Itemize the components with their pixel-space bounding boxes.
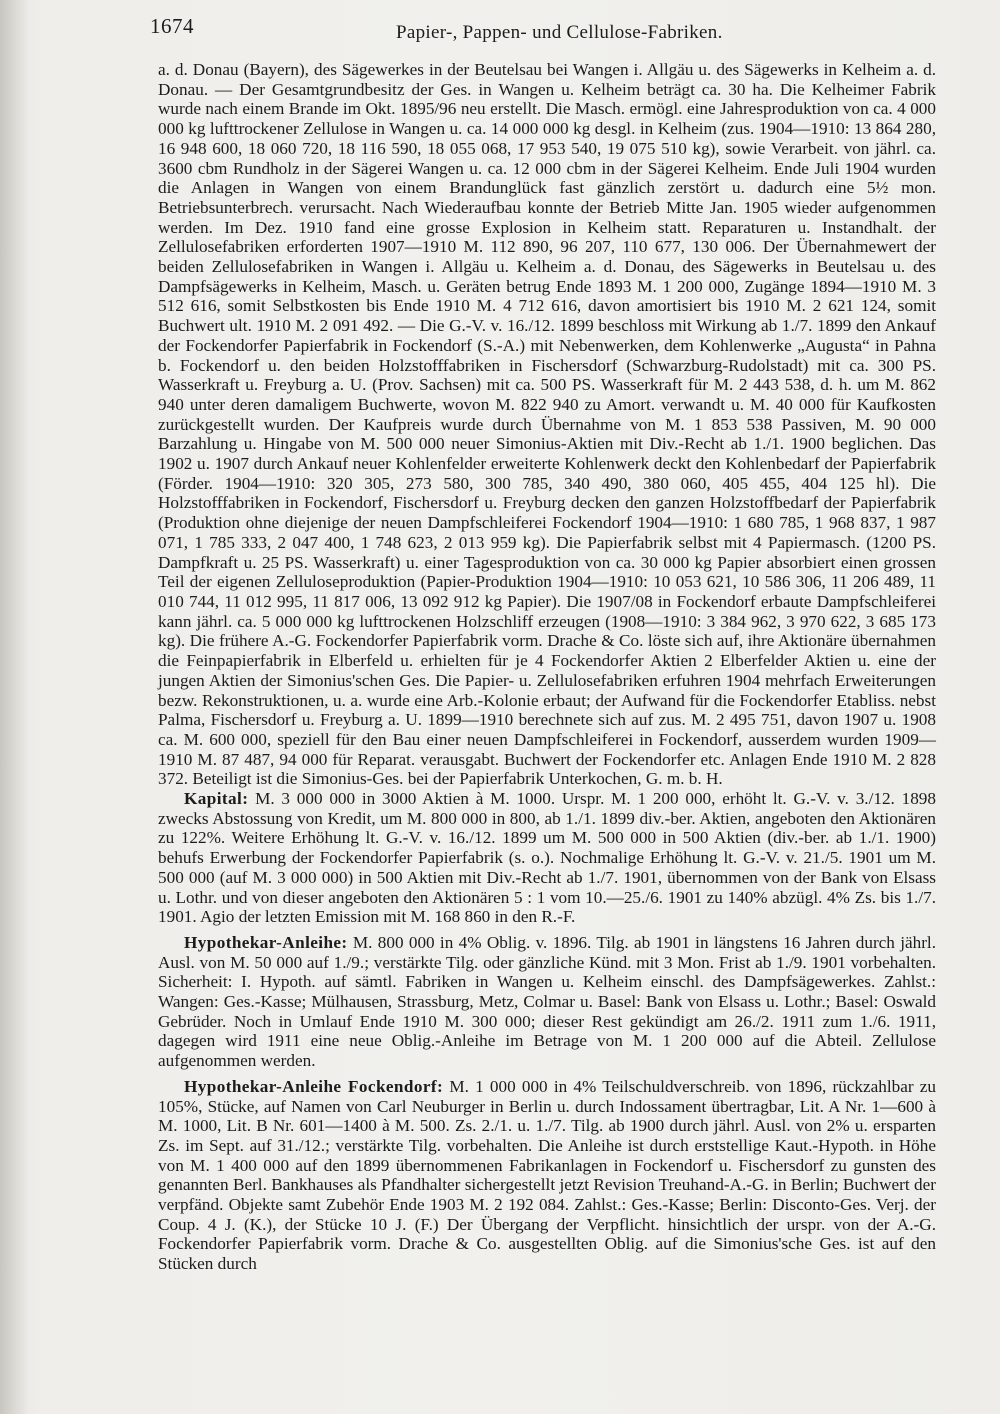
book-gutter-shadow [0, 0, 28, 1414]
paragraph-hypothekar-anleihe-fockendorf [158, 1077, 936, 1274]
section-label-hypothekar-anleihe-fockendorf: Hypothekar-Anleihe Fockendorf: [184, 1076, 444, 1096]
section-label-hypothekar-anleihe: Hypothekar-Anleihe: [184, 932, 348, 952]
paragraph-kapital [158, 789, 936, 927]
paragraph-hypothekar-anleihe [158, 933, 936, 1071]
body-text [158, 60, 936, 1274]
running-title: Papier-, Pappen- und Cellulose-Fabriken. [396, 22, 723, 43]
section-label-kapital: Kapital: [184, 789, 249, 809]
paragraph-company-description [158, 60, 936, 789]
page-number: 1674 [150, 14, 194, 38]
paragraph-text: M. 3 000 000 in 3000 Aktien à M. 1000. Urspr. M. 1 200 000, erhöht lt. G.-V. v. 3./12. 1898 zwecks Abstossung von Kredit, um M. 800 000 in 800, ab 1./1. 1899 div.-ber. Aktien, angeboten den Aktionären zu 122%. Weitere Erhöhung lt. G.-V. v. 16./12. 1899 um M. 500 000 in 500 Aktien (div.-ber. ab 1./1. 1900) behufs Erwerbung der Fockendorfer Papierfabrik (s. o.). Nochmalige Erhöhung lt. G.-V. v. 21./5. 1901 um M. 500 000 (auf M. 3 000 000) in 500 Aktien mit Div.-Recht ab 1./7. 1901, übernommen von der Bank von Elsass u. Lothr. und von dieser angeboten den Aktionären 5 : 1 vom 10.—25./6. 1901 zu 140% abzügl. 4% Zs. bis 1./7. 1901. Agio der letzten Emission mit M. 168 860 in den R.-F. [158, 789, 936, 927]
paragraph-text: a. d. Donau (Bayern), des Sägewerkes in der Beutelsau bei Wangen i. Allgäu u. des Sägewerks in Kelheim a. d. Donau. — Der Gesamtgrundbesitz der Ges. in Wangen u. Kelheim beträgt ca. 30 ha. Die Kelheimer Fabrik wurde nach einem Brande im Okt. 1895/96 neu erstellt. Die Masch. ermögl. eine Jahresproduktion von ca. 4 000 000 kg lufttrockener Zellulose in Wangen u. ca. 14 000 000 kg desgl. in Kelheim (zus. 1904—1910: 13 864 280, 16 948 600, 18 060 720, 18 116 590, 18 055 068, 17 953 540, 19 075 510 kg), sowie Verarbeit. von jährl. ca. 3600 cbm Rundholz in der Sägerei Wangen u. ca. 12 000 cbm in der Sägerei Kelheim. Ende Juli 1904 wurden die Anlagen in Wangen von einem Brandunglück fast gänzlich zerstört u. dadurch eine 5½ mon. Betriebsunterbrech. verursacht. Nach Wiederaufbau konnte der Betrieb Mitte Jan. 1905 wieder aufgenommen werden. Im Dez. 1910 fand eine grosse Explosion in Kelheim statt. Reparaturen u. Instandhalt. der Zellulosefabriken erforderten 1907—1910 M. 112 890, 96 207, 110 677, 130 006. Der Übernahmewert der beiden Zellulosefabriken in Wangen i. Allgäu u. Kelheim a. d. Donau, des Sägewerks in Beutelsau u. des Dampfsägewerks in Kelheim, Masch. u. Geräten betrug Ende 1893 M. 1 200 000, Zugänge 1894—1910 M. 3 512 616, somit Selbstkosten bis Ende 1910 M. 4 712 616, davon amortisiert bis 1910 M. 2 621 124, somit Buchwert ult. 1910 M. 2 091 492. — Die G.-V. v. 16./12. 1899 beschloss mit Wirkung ab 1./7. 1899 den Ankauf der Fockendorfer Papierfabrik in Fockendorf (S.-A.) mit Nebenwerken, dem Kohlenwerke „Augusta“ in Pahna b. Fockendorf u. den beiden Holzstofffabriken in Fischersdorf (Schwarzburg-Rudolstadt) mit ca. 300 PS. Wasserkraft u. Freyburg a. U. (Prov. Sachsen) mit ca. 500 PS. Wasserkraft für M. 2 443 538, d. h. um M. 862 940 unter deren damaligem Buchwerte, wovon M. 822 940 zu Amort. verwandt u. M. 40 000 für Kaufkosten zurückgestellt wurden. Der Kaufpreis wurde durch Übernahme von M. 1 853 538 Passiven, M. 90 000 Barzahlung u. Hingabe von M. 500 000 neuer Simonius-Aktien mit Div.-Recht ab 1./1. 1900 beglichen. Das 1902 u. 1907 durch Ankauf neuer Kohlenfelder erweiterte Kohlenwerk deckt den Kohlenbedarf der Papierfabrik (Förder. 1904—1910: 320 305, 273 580, 300 785, 340 490, 380 060, 405 455, 404 125 hl). Die Holzstofffabriken in Fockendorf, Fischersdorf u. Freyburg decken den ganzen Holzstoffbedarf der Papierfabrik (Produktion ohne diejenige der neuen Dampfschleiferei Fockendorf 1904—1910: 1 680 785, 1 968 837, 1 987 071, 1 785 333, 2 047 400, 1 748 623, 2 013 959 kg). Die Papierfabrik selbst mit 4 Papiermasch. (1200 PS. Dampfkraft u. 25 PS. Wasserkraft) u. einer Tagesproduktion von ca. 30 000 kg Papier absorbiert einen grossen Teil der eigenen Zelluloseproduktion (Papier-Produktion 1904—1910: 10 053 621, 10 586 306, 11 206 489, 11 010 744, 11 012 995, 11 817 006, 13 092 912 kg Papier). Die 1907/08 in Fockendorf erbaute Dampfschleiferei kann jährl. ca. 5 000 000 kg lufttrockenen Holzschliff erzeugen (1908—1910: 3 384 962, 3 970 622, 3 685 173 kg). Die frühere A.-G. Fockendorfer Papierfabrik vorm. Drache & Co. löste sich auf, ihre Aktionäre übernahmen die Feinpapierfabrik in Elberfeld u. erhielten für je 4 Fockendorfer Aktien 2 Elberfelder Aktien u. eine der jungen Aktien der Simonius'schen Ges. Die Papier- u. Zellulosefabriken erfuhren 1904 mehrfach Erweiterungen bezw. Rekonstruktionen, u. a. wurde eine Arb.-Kolonie erbaut; der Aufwand für die Fockendorfer Etabliss. nebst Palma, Fischersdorf u. Freyburg a. U. 1899—1910 berechnete sich auf zus. M. 2 495 751, davon 1907 u. 1908 ca. M. 600 000, speziell für den Bau einer neuen Dampfschleiferei in Fockendorf, ausserdem wurden 1909—1910 M. 87 487, 94 000 für Reparat. verausgabt. Buchwert der Fockendorfer etc. Anlagen Ende 1910 M. 2 828 372. Beteiligt ist die Simonius-Ges. bei der Papierfabrik Unterkochen, G. m. b. H. [158, 60, 936, 789]
paragraph-text: M. 1 000 000 in 4% Teilschuldverschreib. von 1896, rückzahlbar zu 105%, Stücke, auf Namen von Carl Neuburger in Berlin u. durch Indossament übertragbar, Lit. A Nr. 1—600 à M. 1000, Lit. B Nr. 601—1400 à M. 500. Zs. 2./1. u. 1./7. Tilg. ab 1900 durch jährl. Ausl. von 2% u. ersparten Zs. im Sept. auf 31./12.; verstärkte Tilg. vorbehalten. Die Anleihe ist durch erststellige Kaut.-Hypoth. in Höhe von M. 1 400 000 auf den 1899 übernommenen Fabrikanlagen in Fockendorf u. Fischersdorf zu gunsten des genannten Berl. Bankhauses als Pfandhalter sichergestellt jetzt Revision Treuhand-A.-G. in Berlin; Buchwert der verpfänd. Objekte samt Zubehör Ende 1903 M. 2 192 084. Zahlst.: Ges.-Kasse; Berlin: Disconto-Ges. Verj. der Coup. 4 J. (K.), der Stücke 10 J. (F.) Der Übergang der Verpflicht. hinsichtlich der urspr. von der A.-G. Fockendorfer Papierfabrik vorm. Drache & Co. ausgestellten Oblig. auf die Simonius'sche Ges. ist auf den Stücken durch [158, 1076, 936, 1274]
paragraph-text: M. 800 000 in 4% Oblig. v. 1896. Tilg. ab 1901 in längstens 16 Jahren durch jährl. Ausl. von M. 50 000 auf 1./9.; verstärkte Tilg. oder gänzliche Künd. mit 3 Mon. Frist ab 1./9. 1901 vorbehalten. Sicherheit: I. Hypoth. auf sämtl. Fabriken in Wangen u. Kelheim einschl. des Dampfsägewerkes. Zahlst.: Wangen: Ges.-Kasse; Mülhausen, Strassburg, Metz, Colmar u. Basel: Bank von Elsass u. Lothr.; Basel: Oswald Gebrüder. Noch in Umlauf Ende 1910 M. 300 000; dieser Rest gekündigt am 26./2. 1911 zum 1./6. 1911, dagegen wird 1911 eine neue Oblig.-Anleihe im Betrage von M. 1 200 000 auf die Abteil. Zellulose aufgenommen werden. [158, 932, 937, 1071]
